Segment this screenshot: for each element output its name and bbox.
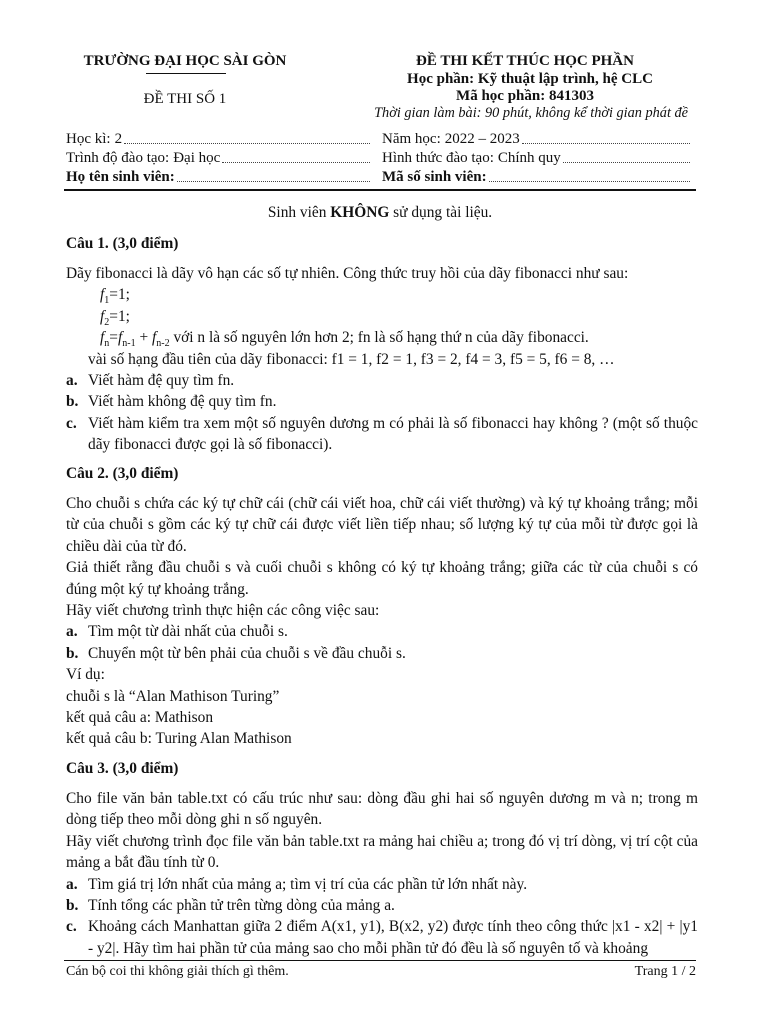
q2-example-line: kết quả câu a: Mathison [66, 709, 214, 727]
item-label: a. [66, 623, 78, 641]
q1-item-c [66, 413, 698, 456]
semester-value: 2 [114, 131, 123, 147]
q2-example-line: chuỗi s là “Alan Mathison Turing” [66, 687, 280, 705]
student-name-label: Họ tên sinh viên: [66, 169, 175, 185]
semester-field [66, 129, 374, 148]
dotted-line [563, 162, 690, 163]
level-value: Đại học [173, 150, 221, 166]
notice-emphasis: KHÔNG [330, 204, 390, 221]
q2-example-title: Ví dụ: [66, 666, 105, 684]
exam-number: ĐỀ THI SỐ 1 [143, 91, 227, 107]
q3-title: Câu 3. (3,0 điểm) [66, 760, 179, 777]
course-code-label: Mã học phần: [456, 88, 546, 104]
q3-paragraph: Hãy viết chương trình đọc file văn bản table.txt ra mảng hai chiều a; trong đó vị trí dòng, vị trí cột của mảng a bắt đầu tính từ 0. [66, 832, 698, 872]
q3-item-c [66, 916, 698, 959]
q1-formula-f1: $f_1=1$; [100, 286, 130, 307]
mode-label: Hình thức đào tạo: [382, 150, 494, 166]
dotted-line [177, 181, 370, 182]
item-text: Tìm một từ dài nhất của chuỗi s. [88, 623, 288, 641]
dotted-line [522, 143, 690, 144]
q3-item-a [66, 874, 698, 895]
notice-text: Sinh viên [267, 204, 327, 221]
q1-title: Câu 1. (3,0 điểm) [66, 235, 179, 252]
year-field [382, 129, 694, 148]
q2-body [66, 493, 698, 750]
item-text: Viết hàm kiểm tra xem một số nguyên dương m có phải là số fibonacci hay không ? (một số thuộc dãy fibonacci được gọi là số fibonacci). [88, 414, 698, 454]
q3-item-b [66, 895, 698, 916]
level-field [66, 148, 374, 167]
dotted-line [222, 162, 370, 163]
q1-body [66, 263, 698, 456]
footer-divider [64, 960, 696, 961]
semester-label: Học kì: [66, 131, 111, 147]
q3-body [66, 788, 698, 959]
student-id-label: Mã số sinh viên: [382, 169, 487, 185]
school-underline [146, 73, 226, 74]
mode-value: Chính quy [497, 150, 561, 166]
item-label: a. [66, 372, 78, 390]
school-name: TRƯỜNG ĐẠI HỌC SÀI GÒN [83, 53, 287, 69]
dotted-line [489, 181, 690, 182]
item-text: Khoảng cách Manhattan giữa 2 điểm A(x1, y1), B(x2, y2) được tính theo công thức |x1 - x2| + |y1 - y2|. Hãy tìm hai phần tử của mảng sao cho mỗi phần tử đó đều là số nguyên tố và khoảng [88, 918, 698, 957]
q2-example-line: kết quả câu b: Turing Alan Mathison [66, 730, 292, 748]
item-label: b. [66, 393, 79, 411]
q1-first-terms: vài số hạng đầu tiên của dãy fibonacci: f1 = 1, f2 = 1, f3 = 2, f4 = 3, f5 = 5, f6 = 8, … [88, 350, 615, 368]
course-code-line [380, 87, 670, 105]
exam-title: ĐỀ THI KẾT THÚC HỌC PHẦN [416, 53, 634, 69]
notice [64, 202, 696, 223]
q1-formula-f2: $f_2=1$; [100, 307, 130, 328]
course-line [370, 70, 690, 88]
item-label: c. [66, 918, 77, 936]
q2-title: Câu 2. (3,0 điểm) [66, 465, 179, 482]
item-text: Tìm giá trị lớn nhất của mảng a; tìm vị trí của các phần tử lớn nhất này. [88, 875, 528, 893]
q1-item-a [66, 370, 698, 391]
q2-item-b [66, 643, 698, 664]
q2-paragraph: Hãy viết chương trình thực hiện các công việc sau: [66, 602, 380, 620]
course-code: 841303 [548, 88, 594, 104]
item-text: Viết hàm đệ quy tìm fn. [88, 372, 235, 390]
exam-duration: Thời gian làm bài: 90 phút, không kể thời gian phát đề [374, 105, 688, 121]
course-name: Kỹ thuật lập trình, hệ CLC [477, 71, 653, 87]
year-label: Năm học: [382, 131, 441, 147]
notice-text: sử dụng tài liệu. [393, 204, 493, 221]
dotted-line [124, 143, 370, 144]
q3-paragraph: Cho file văn bản table.txt có cấu trúc như sau: dòng đầu ghi hai số nguyên dương m và n; trong m dòng tiếp theo mỗi dòng ghi n số nguyên. [66, 790, 698, 829]
level-label: Trình độ đào tạo: [66, 150, 170, 166]
student-id-field [382, 167, 694, 186]
item-text: Viết hàm không đệ quy tìm fn. [88, 393, 277, 411]
year-value: 2022 – 2023 [444, 131, 520, 147]
q1-formula-fn: $f_n=f_{n-1} + f_{n-2}$ với n là số nguyên lớn hơn 2; fn là số hạng thứ n của dãy fibonacci. [100, 329, 589, 350]
footer-note: Cán bộ coi thi không giải thích gì thêm. [66, 964, 289, 979]
q1-intro: Dãy fibonacci là dãy vô hạn các số tự nhiên. Công thức truy hồi của dãy fibonacci như sau: [66, 265, 629, 282]
item-label: b. [66, 644, 79, 662]
item-label: a. [66, 875, 78, 893]
item-text: Chuyển một từ bên phải của chuỗi s về đầu chuỗi s. [88, 644, 406, 662]
item-label: b. [66, 897, 79, 915]
q2-paragraph: Cho chuỗi s chứa các ký tự chữ cái (chữ cái viết hoa, chữ cái viết thường) và ký tự khoảng trắng; mỗi từ của chuỗi s gồm các ký tự chữ cái được viết liền tiếp nhau; số lượng ký tự của mỗi từ được gọi là chiều dài của từ đó. [66, 495, 698, 555]
item-label: c. [66, 414, 77, 432]
page-number: Trang 1 / 2 [634, 964, 696, 979]
student-name-field [66, 167, 374, 186]
item-text: Tính tổng các phần tử trên từng dòng của mảng a. [88, 897, 395, 915]
q1-item-b [66, 391, 698, 412]
q1-rule-text: với n là số nguyên lớn hơn 2; fn là số hạng thứ n của dãy fibonacci. [173, 329, 589, 347]
q2-item-a [66, 621, 698, 642]
q2-paragraph: Giả thiết rằng đầu chuỗi s và cuối chuỗi s không có ký tự khoảng trắng; giữa các từ của chuỗi s có đúng một ký tự khoảng trắng. [66, 559, 698, 598]
course-label: Học phần: [407, 71, 475, 87]
mode-field [382, 148, 694, 167]
header-divider [64, 189, 696, 191]
